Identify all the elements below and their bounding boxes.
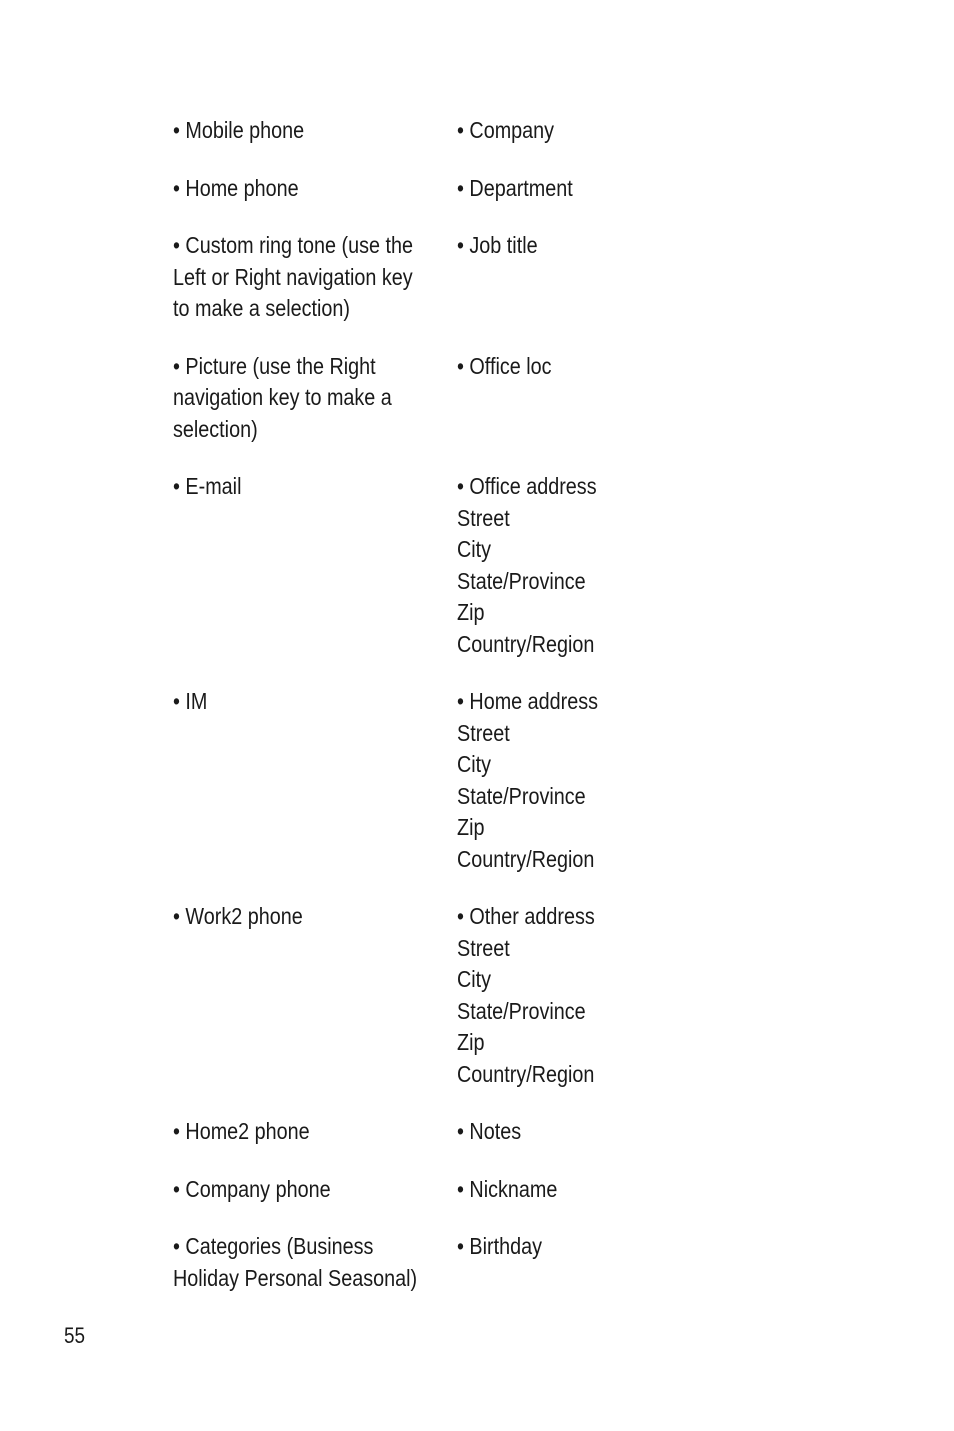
field-cell-left [173, 1231, 457, 1320]
field-item: • Birthday [456, 1233, 542, 1259]
page-number: 55 [64, 1323, 86, 1348]
field-subitem: selection) [173, 415, 258, 442]
field-cell-right [457, 901, 757, 1116]
field-row [173, 1116, 757, 1174]
field-subitem: State/Province [456, 567, 586, 594]
field-cell-text [457, 901, 595, 1090]
field-item: • Notes [456, 1118, 521, 1144]
field-subitem: City [456, 536, 491, 562]
field-row [173, 173, 757, 231]
field-cell-text [173, 1116, 310, 1148]
field-cell-left [173, 230, 457, 351]
field-item: • Picture (use the Right [173, 352, 376, 379]
field-cell-left [173, 173, 457, 231]
field-item: • Mobile phone [173, 117, 305, 143]
field-item: • Work2 phone [173, 903, 303, 929]
field-item: • Home phone [173, 174, 299, 201]
field-cell-right [457, 115, 757, 173]
field-subitem: Street [456, 504, 510, 531]
field-item: • Categories (Business [173, 1233, 374, 1259]
field-item: • E-mail [173, 473, 242, 499]
field-subitem: Street [456, 719, 510, 746]
field-cell-text [173, 1174, 331, 1206]
field-item: • Nickname [456, 1175, 558, 1202]
field-row [173, 230, 757, 351]
field-cell-text [173, 115, 304, 147]
field-row [173, 901, 757, 1116]
contact-fields-table [173, 115, 757, 1320]
field-cell-text [457, 1116, 521, 1148]
field-subitem: State/Province [456, 997, 586, 1024]
field-row [173, 1174, 757, 1232]
field-subitem: Street [456, 934, 510, 961]
field-item: • Job title [456, 232, 538, 258]
field-item: • Other address [456, 903, 595, 929]
field-cell-right [457, 471, 757, 686]
field-cell-text [173, 1231, 417, 1294]
field-cell-text [457, 173, 573, 205]
field-cell-left [173, 115, 457, 173]
field-subitem: Zip [456, 599, 485, 625]
field-item: • Home address [456, 688, 598, 714]
field-cell-text [173, 686, 207, 718]
field-item: • Custom ring tone (use the [173, 232, 414, 258]
field-cell-text [457, 230, 538, 262]
field-subitem: Zip [456, 1029, 485, 1055]
field-subitem: Country/Region [456, 845, 595, 872]
field-row [173, 115, 757, 173]
field-cell-right [457, 173, 757, 231]
contact-fields-body [173, 115, 757, 1320]
field-row [173, 351, 757, 472]
field-cell-text [173, 351, 392, 446]
field-subitem: Country/Region [456, 1060, 595, 1087]
field-cell-left [173, 351, 457, 472]
field-cell-text [173, 173, 299, 205]
field-cell-text [457, 686, 598, 875]
field-item: • Department [456, 174, 573, 201]
field-cell-text [457, 1231, 542, 1263]
field-cell-text [173, 901, 303, 933]
field-subitem: to make a selection) [173, 295, 351, 321]
field-row [173, 1231, 757, 1320]
field-cell-left [173, 901, 457, 1116]
field-cell-left [173, 471, 457, 686]
field-cell-right [457, 686, 757, 901]
field-item: • Company phone [173, 1175, 331, 1202]
field-cell-right [457, 230, 757, 351]
field-row [173, 471, 757, 686]
field-cell-text [457, 1174, 557, 1206]
field-cell-text [173, 471, 241, 503]
field-item: • Home2 phone [173, 1118, 310, 1144]
field-cell-right [457, 1231, 757, 1320]
field-cell-text [457, 351, 552, 383]
field-cell-left [173, 1116, 457, 1174]
field-subitem: Zip [456, 814, 485, 840]
field-cell-right [457, 351, 757, 472]
field-cell-text [457, 115, 554, 147]
field-subitem: Left or Right navigation key [173, 263, 413, 290]
field-subitem: City [456, 751, 491, 777]
field-cell-text [457, 471, 597, 660]
field-row [173, 686, 757, 901]
field-cell-right [457, 1116, 757, 1174]
field-cell-left [173, 686, 457, 901]
field-subitem: navigation key to make a [173, 384, 392, 410]
field-cell-right [457, 1174, 757, 1232]
field-subitem: State/Province [456, 782, 586, 809]
field-subitem: Holiday Personal Seasonal) [173, 1264, 418, 1291]
field-item: • Office loc [456, 352, 552, 379]
field-item: • IM [173, 688, 208, 714]
field-item: • Office address [456, 473, 597, 499]
field-subitem: Country/Region [456, 630, 595, 657]
field-cell-left [173, 1174, 457, 1232]
field-subitem: City [456, 966, 491, 992]
field-item: • Company [456, 117, 554, 143]
field-cell-text [173, 230, 413, 325]
